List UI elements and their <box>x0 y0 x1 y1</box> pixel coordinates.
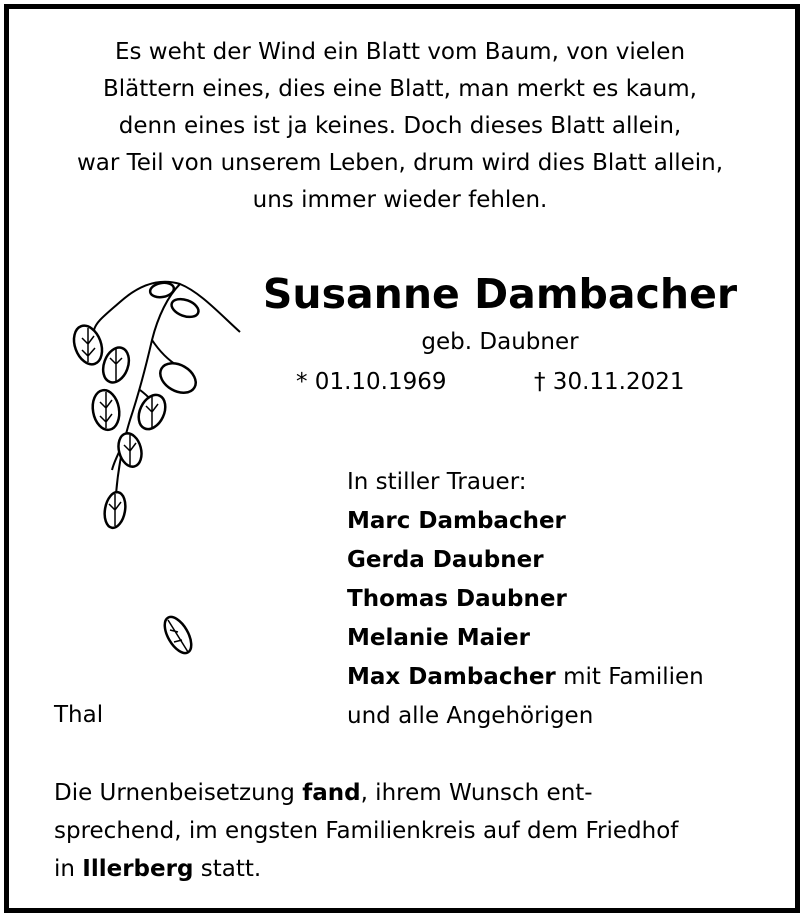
mourner-name: Gerda Daubner <box>347 547 544 573</box>
mourners-closing: und alle Angehörigen <box>347 703 594 729</box>
poem-line: Blättern eines, dies eine Blatt, man merkt es kaum, <box>103 76 697 102</box>
burial-text: statt. <box>193 856 262 882</box>
mourner-name: Marc Dambacher <box>347 508 566 534</box>
deceased-name: Susanne Dambacher <box>262 270 738 318</box>
place-name: Thal <box>54 702 104 728</box>
mourner-name: Melanie Maier <box>347 625 530 651</box>
maiden-name: geb. Daubner <box>421 329 579 355</box>
birch-branch-illustration <box>60 270 250 670</box>
poem-line: denn eines ist ja keines. Doch dieses Blatt allein, <box>118 113 682 139</box>
mourner-suffix: mit Familien <box>555 664 704 690</box>
burial-line <box>54 774 774 812</box>
falling-leaf-illustration <box>159 613 196 658</box>
poem <box>40 34 760 219</box>
mourners-intro: In stiller Trauer: <box>347 469 527 495</box>
burial-text: in <box>54 856 83 882</box>
burial-location: Illerberg <box>82 856 194 882</box>
mourner-name: Thomas Daubner <box>347 586 567 612</box>
burial-line: sprechend, im engsten Familienkreis auf dem Friedhof <box>54 818 679 844</box>
mourner-name: Max Dambacher <box>347 664 556 690</box>
burial-text-bold: fand <box>302 780 361 806</box>
mourner-last-line <box>347 658 704 697</box>
burial-line <box>54 850 774 888</box>
burial-text: Die Urnenbeisetzung <box>54 780 303 806</box>
mourners-block <box>347 463 704 736</box>
burial-text: , ihrem Wunsch ent- <box>360 780 593 806</box>
birth-date: * 01.10.1969 <box>296 369 447 395</box>
burial-notice <box>54 774 774 888</box>
poem-line: war Teil von unserem Leben, drum wird dies Blatt allein, <box>76 150 724 176</box>
poem-line: uns immer wieder fehlen. <box>252 187 548 213</box>
poem-line: Es weht der Wind ein Blatt vom Baum, von vielen <box>114 39 686 65</box>
death-date: † 30.11.2021 <box>534 369 685 395</box>
